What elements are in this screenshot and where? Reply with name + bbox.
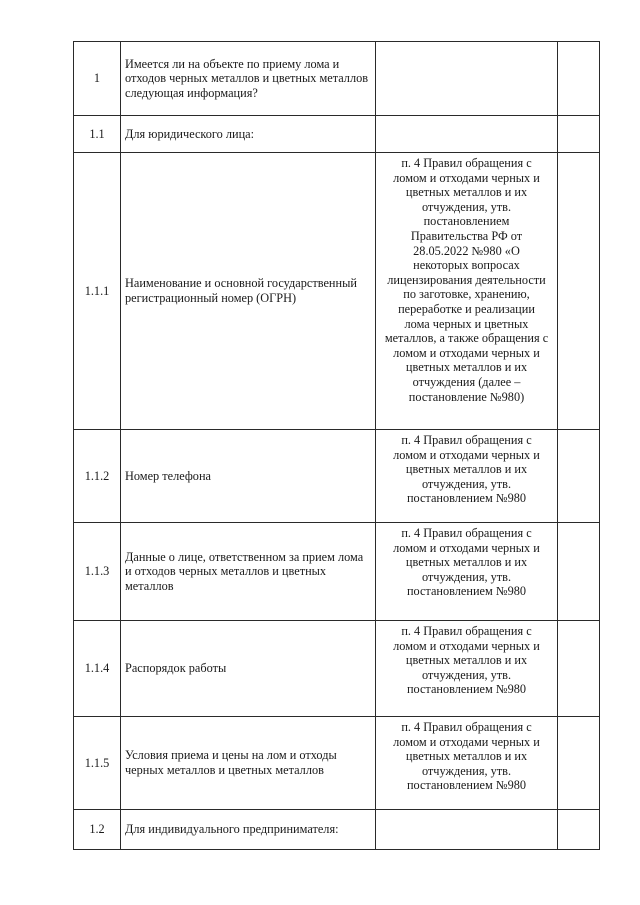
row-reference: п. 4 Правил обращения с ломом и отходами черных и цветных металлов и их отчуждения, утв. постановлением №980 bbox=[376, 523, 558, 621]
row-answer-cell[interactable] bbox=[558, 621, 600, 717]
row-question: Имеется ли на объекте по приему лома и отходов черных металлов и цветных металлов следующая информация? bbox=[121, 42, 376, 116]
row-answer-cell[interactable] bbox=[558, 153, 600, 430]
row-question: Для индивидуального предпринимателя: bbox=[121, 810, 376, 850]
row-number: 1.1.3 bbox=[74, 523, 121, 621]
row-number: 1.1.1 bbox=[74, 153, 121, 430]
table-row bbox=[74, 717, 600, 810]
row-reference: п. 4 Правил обращения с ломом и отходами черных и цветных металлов и их отчуждения, утв. постановлением Правительства РФ от 28.05.2022 №980 «О некоторых вопросах лицензирования деятельности по заготовке, хранению, переработке и реализации лома черных и цветных металлов, а также обращения с ломом и отходами черных и цветных металлов и их отчуждения (далее – постановление №980) bbox=[376, 153, 558, 430]
row-question: Данные о лице, ответственном за прием лома и отходов черных металлов и цветных металлов bbox=[121, 523, 376, 621]
row-reference bbox=[376, 42, 558, 116]
checklist-table bbox=[73, 41, 600, 850]
row-reference: п. 4 Правил обращения с ломом и отходами черных и цветных металлов и их отчуждения, утв. постановлением №980 bbox=[376, 430, 558, 523]
row-answer-cell[interactable] bbox=[558, 810, 600, 850]
table-row bbox=[74, 430, 600, 523]
table-row bbox=[74, 621, 600, 717]
row-answer-cell[interactable] bbox=[558, 430, 600, 523]
row-answer-cell[interactable] bbox=[558, 523, 600, 621]
table-row bbox=[74, 116, 600, 153]
row-question: Наименование и основной государственный регистрационный номер (ОГРН) bbox=[121, 153, 376, 430]
row-reference: п. 4 Правил обращения с ломом и отходами черных и цветных металлов и их отчуждения, утв. постановлением №980 bbox=[376, 717, 558, 810]
row-reference: п. 4 Правил обращения с ломом и отходами черных и цветных металлов и их отчуждения, утв. постановлением №980 bbox=[376, 621, 558, 717]
row-question: Для юридического лица: bbox=[121, 116, 376, 153]
table-row bbox=[74, 42, 600, 116]
table-row bbox=[74, 523, 600, 621]
row-number: 1.2 bbox=[74, 810, 121, 850]
row-answer-cell[interactable] bbox=[558, 116, 600, 153]
row-question: Номер телефона bbox=[121, 430, 376, 523]
row-question: Условия приема и цены на лом и отходы черных металлов и цветных металлов bbox=[121, 717, 376, 810]
row-answer-cell[interactable] bbox=[558, 717, 600, 810]
row-number: 1.1.4 bbox=[74, 621, 121, 717]
row-number: 1.1.5 bbox=[74, 717, 121, 810]
row-answer-cell[interactable] bbox=[558, 42, 600, 116]
row-question: Распорядок работы bbox=[121, 621, 376, 717]
row-reference bbox=[376, 116, 558, 153]
table-row bbox=[74, 153, 600, 430]
row-number: 1.1.2 bbox=[74, 430, 121, 523]
row-number: 1 bbox=[74, 42, 121, 116]
row-number: 1.1 bbox=[74, 116, 121, 153]
table-row bbox=[74, 810, 600, 850]
row-reference bbox=[376, 810, 558, 850]
